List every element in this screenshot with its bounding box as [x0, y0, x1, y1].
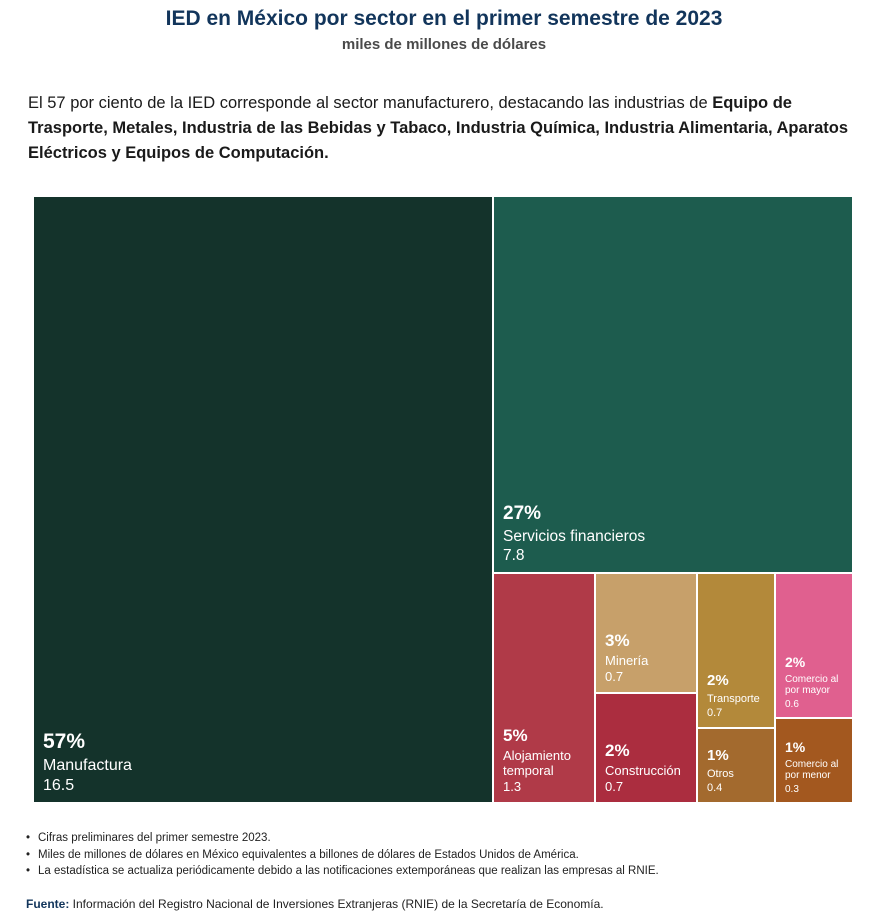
treemap-cell-percent: 27% — [503, 502, 542, 524]
source-line — [26, 897, 604, 911]
treemap-cell-value: 7.8 — [503, 547, 525, 565]
footnote-item — [26, 863, 866, 880]
bullet-icon: • — [26, 832, 31, 844]
footnote-text: La estadística se actualiza periódicamente debido a las notificaciones extemporáneas que realizan las empresas al RNIE. — [38, 865, 659, 877]
treemap-cell-value: 0.6 — [785, 698, 799, 710]
footnote-text: Cifras preliminares del primer semestre 2023. — [38, 832, 271, 844]
treemap-cell-alojamiento-temporal[interactable] — [493, 573, 595, 803]
treemap-cell-labels — [785, 655, 848, 710]
treemap-cell-name: Construcción — [605, 762, 681, 778]
bullet-icon: • — [26, 865, 31, 877]
treemap-cell-value: 0.7 — [707, 707, 723, 720]
treemap-cell-labels — [605, 632, 692, 685]
treemap-cell-comercio-al-por-menor[interactable] — [775, 718, 853, 803]
header — [0, 0, 888, 54]
footnotes — [26, 830, 866, 880]
treemap-cell-value: 0.4 — [707, 782, 723, 795]
lead-text-regular: El 57 por ciento de la IED corresponde al sector manufacturero, destacando las industrias de — [28, 94, 713, 112]
treemap-cell-value: 1.3 — [503, 779, 522, 795]
treemap-cell-name: Servicios financieros — [503, 527, 646, 545]
treemap-cell-percent: 1% — [707, 747, 729, 765]
treemap-cell-percent: 5% — [503, 726, 528, 746]
treemap-cell-labels — [707, 748, 770, 795]
treemap-cell-construccion[interactable] — [595, 693, 697, 803]
treemap-cell-comercio-al-por-mayor[interactable] — [775, 573, 853, 718]
lead-text-bold: Equipo de Trasporte, Metales, Industria de las Bebidas y Tabaco, Industria Química, Industria Alimentaria, Aparatos Eléctricos y Equipos de Computación. — [28, 94, 849, 162]
bullet-icon: • — [26, 848, 31, 861]
treemap-cell-otros[interactable] — [697, 728, 775, 803]
treemap-cell-name: Minería — [605, 652, 649, 668]
treemap-cell-name: Comercio al por menor — [785, 759, 839, 782]
treemap-cell-labels — [707, 673, 770, 720]
treemap-cell-labels — [785, 740, 848, 795]
treemap-cell-labels — [503, 504, 848, 565]
treemap-cell-servicios-financieros[interactable] — [493, 196, 853, 573]
lead-paragraph — [28, 91, 860, 166]
treemap-chart — [33, 196, 853, 803]
treemap-cell-percent: 2% — [785, 654, 806, 671]
treemap-cell-labels — [503, 727, 590, 795]
treemap-cell-name: Manufactura — [43, 756, 132, 774]
source-label: Fuente: — [26, 897, 70, 911]
treemap-cell-labels — [605, 742, 692, 795]
footnote-text: Miles de millones de dólares en México equivalentes a billones de dólares de Estados Unidos de América. — [38, 848, 579, 861]
treemap-cell-percent: 2% — [707, 672, 729, 690]
treemap-cell-mineria[interactable] — [595, 573, 697, 693]
treemap-cell-value: 0.3 — [785, 783, 799, 795]
treemap-cell-percent: 57% — [43, 729, 86, 753]
treemap-cell-percent: 2% — [605, 740, 630, 760]
treemap-cell-name: Transporte — [707, 693, 760, 706]
treemap-cell-percent: 1% — [785, 739, 806, 756]
footnote-item — [26, 847, 866, 864]
page-subtitle: miles de millones de dólares — [341, 36, 547, 53]
treemap-cell-value: 16.5 — [43, 776, 75, 794]
treemap-cell-percent: 3% — [605, 630, 630, 650]
treemap-cell-value: 0.7 — [605, 779, 624, 795]
treemap-cell-manufactura[interactable] — [33, 196, 493, 803]
treemap-cell-value: 0.7 — [605, 669, 624, 685]
treemap-cell-labels — [43, 731, 488, 795]
treemap-cell-name: Comercio al por mayor — [785, 674, 839, 697]
treemap-cell-transporte[interactable] — [697, 573, 775, 728]
treemap-cell-name: Alojamiento temporal — [503, 747, 571, 778]
footnote-item — [26, 830, 866, 847]
page-title: IED en México por sector en el primer semestre de 2023 — [165, 7, 723, 30]
source-text: Información del Registro Nacional de Inversiones Extranjeras (RNIE) de la Secretaría de Economía. — [69, 897, 604, 911]
treemap-cell-name: Otros — [707, 768, 734, 781]
